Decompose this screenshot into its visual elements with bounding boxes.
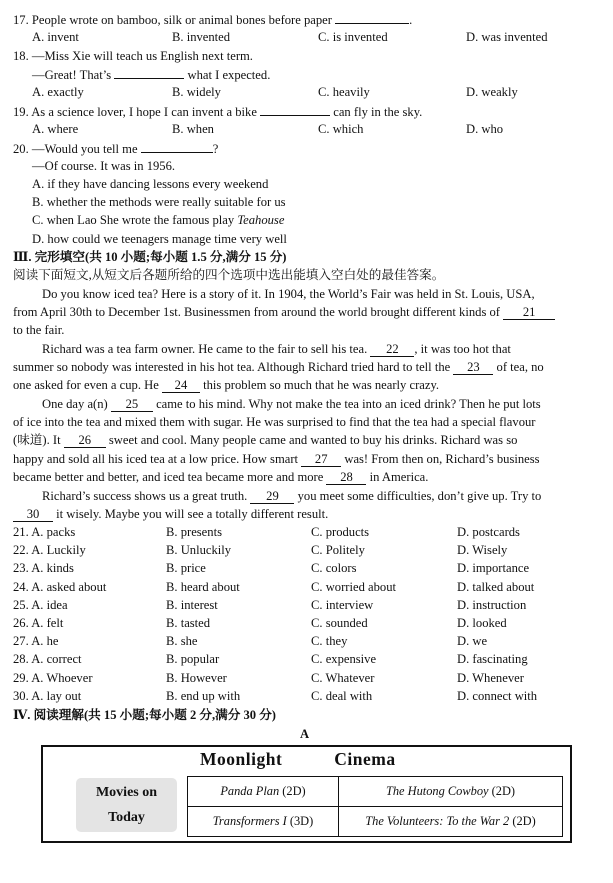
cloze-option: 27. A. he <box>13 634 59 649</box>
q19-stem-end: can fly in the sky. <box>333 105 423 119</box>
passage-text: happy and sold all his iced tea at a low price. How smart <box>13 452 299 466</box>
cloze-option: B. presents <box>166 525 222 539</box>
table-row <box>188 777 563 807</box>
movie-table <box>187 776 563 837</box>
blank-number: 21 <box>503 306 555 320</box>
question-20-stem <box>13 140 218 157</box>
movie-format: (2D) <box>491 784 516 798</box>
option: B. invented <box>172 30 231 44</box>
answer-blank <box>141 140 213 153</box>
option: D. how could we teenagers manage time very well <box>32 232 287 246</box>
movie-cell <box>339 807 563 837</box>
option-text: C. when Lao She wrote the famous play <box>32 213 235 227</box>
passage-line <box>42 396 541 412</box>
cloze-option: B. Unluckily <box>166 543 232 558</box>
cloze-option: C. products <box>311 525 370 539</box>
q18-line2-end: what I expected. <box>187 68 271 82</box>
question-17-stem <box>13 11 412 28</box>
option: C. which <box>318 122 364 136</box>
section-3-title: Ⅲ. 完形填空(共 10 小题;每小题 1.5 分,满分 15 分) <box>13 250 287 264</box>
blank-number: 28 <box>326 471 366 485</box>
option: A. if they have dancing lessons every weekend <box>32 177 269 191</box>
cloze-option: C. interview <box>311 597 374 612</box>
movie-title: Panda Plan <box>220 784 280 798</box>
section-4-title: Ⅳ. 阅读理解(共 15 小题;每小题 2 分,满分 30 分) <box>13 708 277 722</box>
passage-text: this problem so much that he was nearly crazy. <box>203 378 440 392</box>
cloze-option: D. we <box>457 634 488 649</box>
blank-number: 23 <box>453 361 493 375</box>
cloze-option: 26. A. felt <box>13 616 64 630</box>
passage-line <box>13 469 428 485</box>
passage-text: in America. <box>369 470 429 484</box>
passage-text: was! From then on, Richard’s business <box>344 452 540 466</box>
cloze-option: B. heard about <box>166 579 240 594</box>
cloze-option: C. sounded <box>311 616 368 630</box>
q20-stem-end: ? <box>212 142 219 156</box>
cloze-option: B. interest <box>166 597 218 612</box>
passage-line: to the fair. <box>13 323 65 337</box>
option: B. widely <box>172 85 221 99</box>
blank-number: 24 <box>162 379 200 393</box>
play-title: Teahouse <box>237 213 285 227</box>
movie-title: Transformers I <box>212 814 287 828</box>
movie-format: (3D) <box>289 814 314 828</box>
cloze-option: C. Politely <box>311 543 365 558</box>
passage-line <box>42 488 541 504</box>
passage-line <box>13 377 439 393</box>
q17-stem-end: . <box>409 13 413 27</box>
cloze-option: C. worried about <box>311 579 396 594</box>
q20-stem-text: 20. —Would you tell me <box>13 142 138 156</box>
question-18-stem: 18. —Miss Xie will teach us English next term. <box>13 49 253 63</box>
passage-text: became better and better, and iced tea became more and more <box>13 470 324 484</box>
cloze-option: D. looked <box>457 616 507 630</box>
cloze-option: D. Whenever <box>457 670 524 685</box>
cloze-option: D. postcards <box>457 525 520 539</box>
cloze-option: B. price <box>166 561 206 576</box>
answer-blank <box>114 66 184 79</box>
today-line-1: Movies on <box>95 785 158 800</box>
cloze-option: B. However <box>166 670 227 685</box>
question-19-stem <box>13 103 422 120</box>
q19-stem-text: 19. As a science lover, I hope I can invent a bike <box>13 105 257 119</box>
cloze-option: B. end up with <box>166 688 241 703</box>
option: D. who <box>466 122 504 136</box>
question-18-line2 <box>32 66 270 83</box>
q18-line2-text: —Great! That’s <box>32 68 112 82</box>
movie-format: (2D) <box>282 784 306 798</box>
cloze-option: 25. A. idea <box>13 597 68 612</box>
cloze-option: B. tasted <box>166 616 211 630</box>
cloze-option: D. Wisely <box>457 543 508 558</box>
blank-number: 30 <box>13 508 53 522</box>
answer-blank <box>260 103 330 116</box>
option: A. exactly <box>32 85 84 99</box>
cloze-option: C. Whatever <box>311 670 375 685</box>
passage-line <box>13 359 544 375</box>
today-line-2: Today <box>108 810 145 825</box>
passage-line <box>13 432 517 448</box>
cloze-option: D. talked about <box>457 579 535 594</box>
cloze-option: 22. A. Luckily <box>13 543 86 558</box>
cloze-option: 30. A. lay out <box>13 688 82 703</box>
passage-text: came to his mind. Why not make the tea into an iced drink? Then he put lots <box>156 397 541 411</box>
cinema-name-1: Moonlight <box>200 749 283 769</box>
cloze-option: D. fascinating <box>457 652 528 667</box>
cloze-option: C. colors <box>311 561 357 576</box>
table-row <box>188 807 563 837</box>
option: D. weakly <box>466 85 518 99</box>
cloze-option: B. popular <box>166 652 220 667</box>
movie-cell <box>188 777 339 807</box>
option: A. where <box>32 122 79 136</box>
passage-line: Do you know iced tea? Here is a story of it. In 1904, the World’s Fair was held in St. Louis, USA, <box>42 287 535 301</box>
cloze-option: D. connect with <box>457 688 538 703</box>
passage-line: of ice into the tea and mixed them with sugar. He was surprised to find that the tea had a special flavour <box>13 415 536 429</box>
section-3-instruction: 阅读下面短文,从短文后各题所给的四个选项中选出能填入空白处的最佳答案。 <box>13 268 445 282</box>
part-label: A <box>300 727 310 741</box>
cloze-option: 28. A. correct <box>13 652 82 667</box>
passage-text: from April 30th to December 1st. Businessmen from around the world brought different kinds of <box>13 305 500 319</box>
question-20-line2: —Of course. It was in 1956. <box>32 159 176 173</box>
passage-text: Richard’s success shows us a great truth. <box>42 489 248 503</box>
movies-today-label <box>76 778 177 832</box>
passage-line <box>13 304 555 320</box>
passage-text: , it was too hot that <box>414 342 511 356</box>
movie-title: The Volunteers: To the War 2 <box>365 814 510 828</box>
movie-format: (2D) <box>512 814 536 828</box>
passage-text: (味道). It <box>13 433 61 447</box>
movie-title: The Hutong Cowboy <box>385 784 489 798</box>
blank-number: 22 <box>370 343 414 357</box>
option: A. invent <box>32 30 79 44</box>
cloze-option: 23. A. kinds <box>13 561 74 576</box>
cloze-option: 21. A. packs <box>13 525 76 539</box>
passage-line <box>42 341 511 357</box>
cloze-option: 24. A. asked about <box>13 579 107 594</box>
blank-number: 29 <box>250 490 294 504</box>
movie-cell <box>339 777 563 807</box>
passage-text: Richard was a tea farm owner. He came to the fair to sell his tea. <box>42 342 368 356</box>
passage-text: sweet and cool. Many people came and wanted to buy his drinks. Richard was so <box>108 433 518 447</box>
movie-cell <box>188 807 339 837</box>
passage-line <box>13 506 328 522</box>
option: C. is invented <box>318 30 388 44</box>
cloze-option: 29. A. Whoever <box>13 670 93 685</box>
cloze-option: C. expensive <box>311 652 377 667</box>
passage-text: One day a(n) <box>42 397 108 411</box>
passage-text: it wisely. Maybe you will see a totally different result. <box>56 507 329 521</box>
blank-number: 26 <box>64 434 106 448</box>
cloze-option: D. importance <box>457 561 530 576</box>
cloze-option: C. deal with <box>311 688 373 703</box>
answer-blank <box>335 11 409 24</box>
option: B. whether the methods were really suitable for us <box>32 195 286 209</box>
blank-number: 27 <box>301 453 341 467</box>
q17-stem-text: 17. People wrote on bamboo, silk or animal bones before paper <box>13 13 332 27</box>
passage-line <box>13 451 540 467</box>
option: B. when <box>172 122 214 136</box>
passage-text: one asked for even a cup. He <box>13 378 159 392</box>
passage-text: summer so nobody was interested in his hot tea. Although Richard tried hard to tell the <box>13 360 451 374</box>
cloze-option: B. she <box>166 634 198 649</box>
blank-number: 25 <box>111 398 153 412</box>
cloze-option: D. instruction <box>457 597 527 612</box>
cloze-option: C. they <box>311 634 348 649</box>
cinema-title <box>200 749 396 770</box>
option: C. heavily <box>318 85 370 99</box>
option <box>32 212 284 228</box>
cinema-name-2: Cinema <box>334 749 396 769</box>
option: D. was invented <box>466 30 548 44</box>
passage-text: of tea, no <box>496 360 544 374</box>
passage-text: you meet some difficulties, don’t give up. Try to <box>297 489 542 503</box>
